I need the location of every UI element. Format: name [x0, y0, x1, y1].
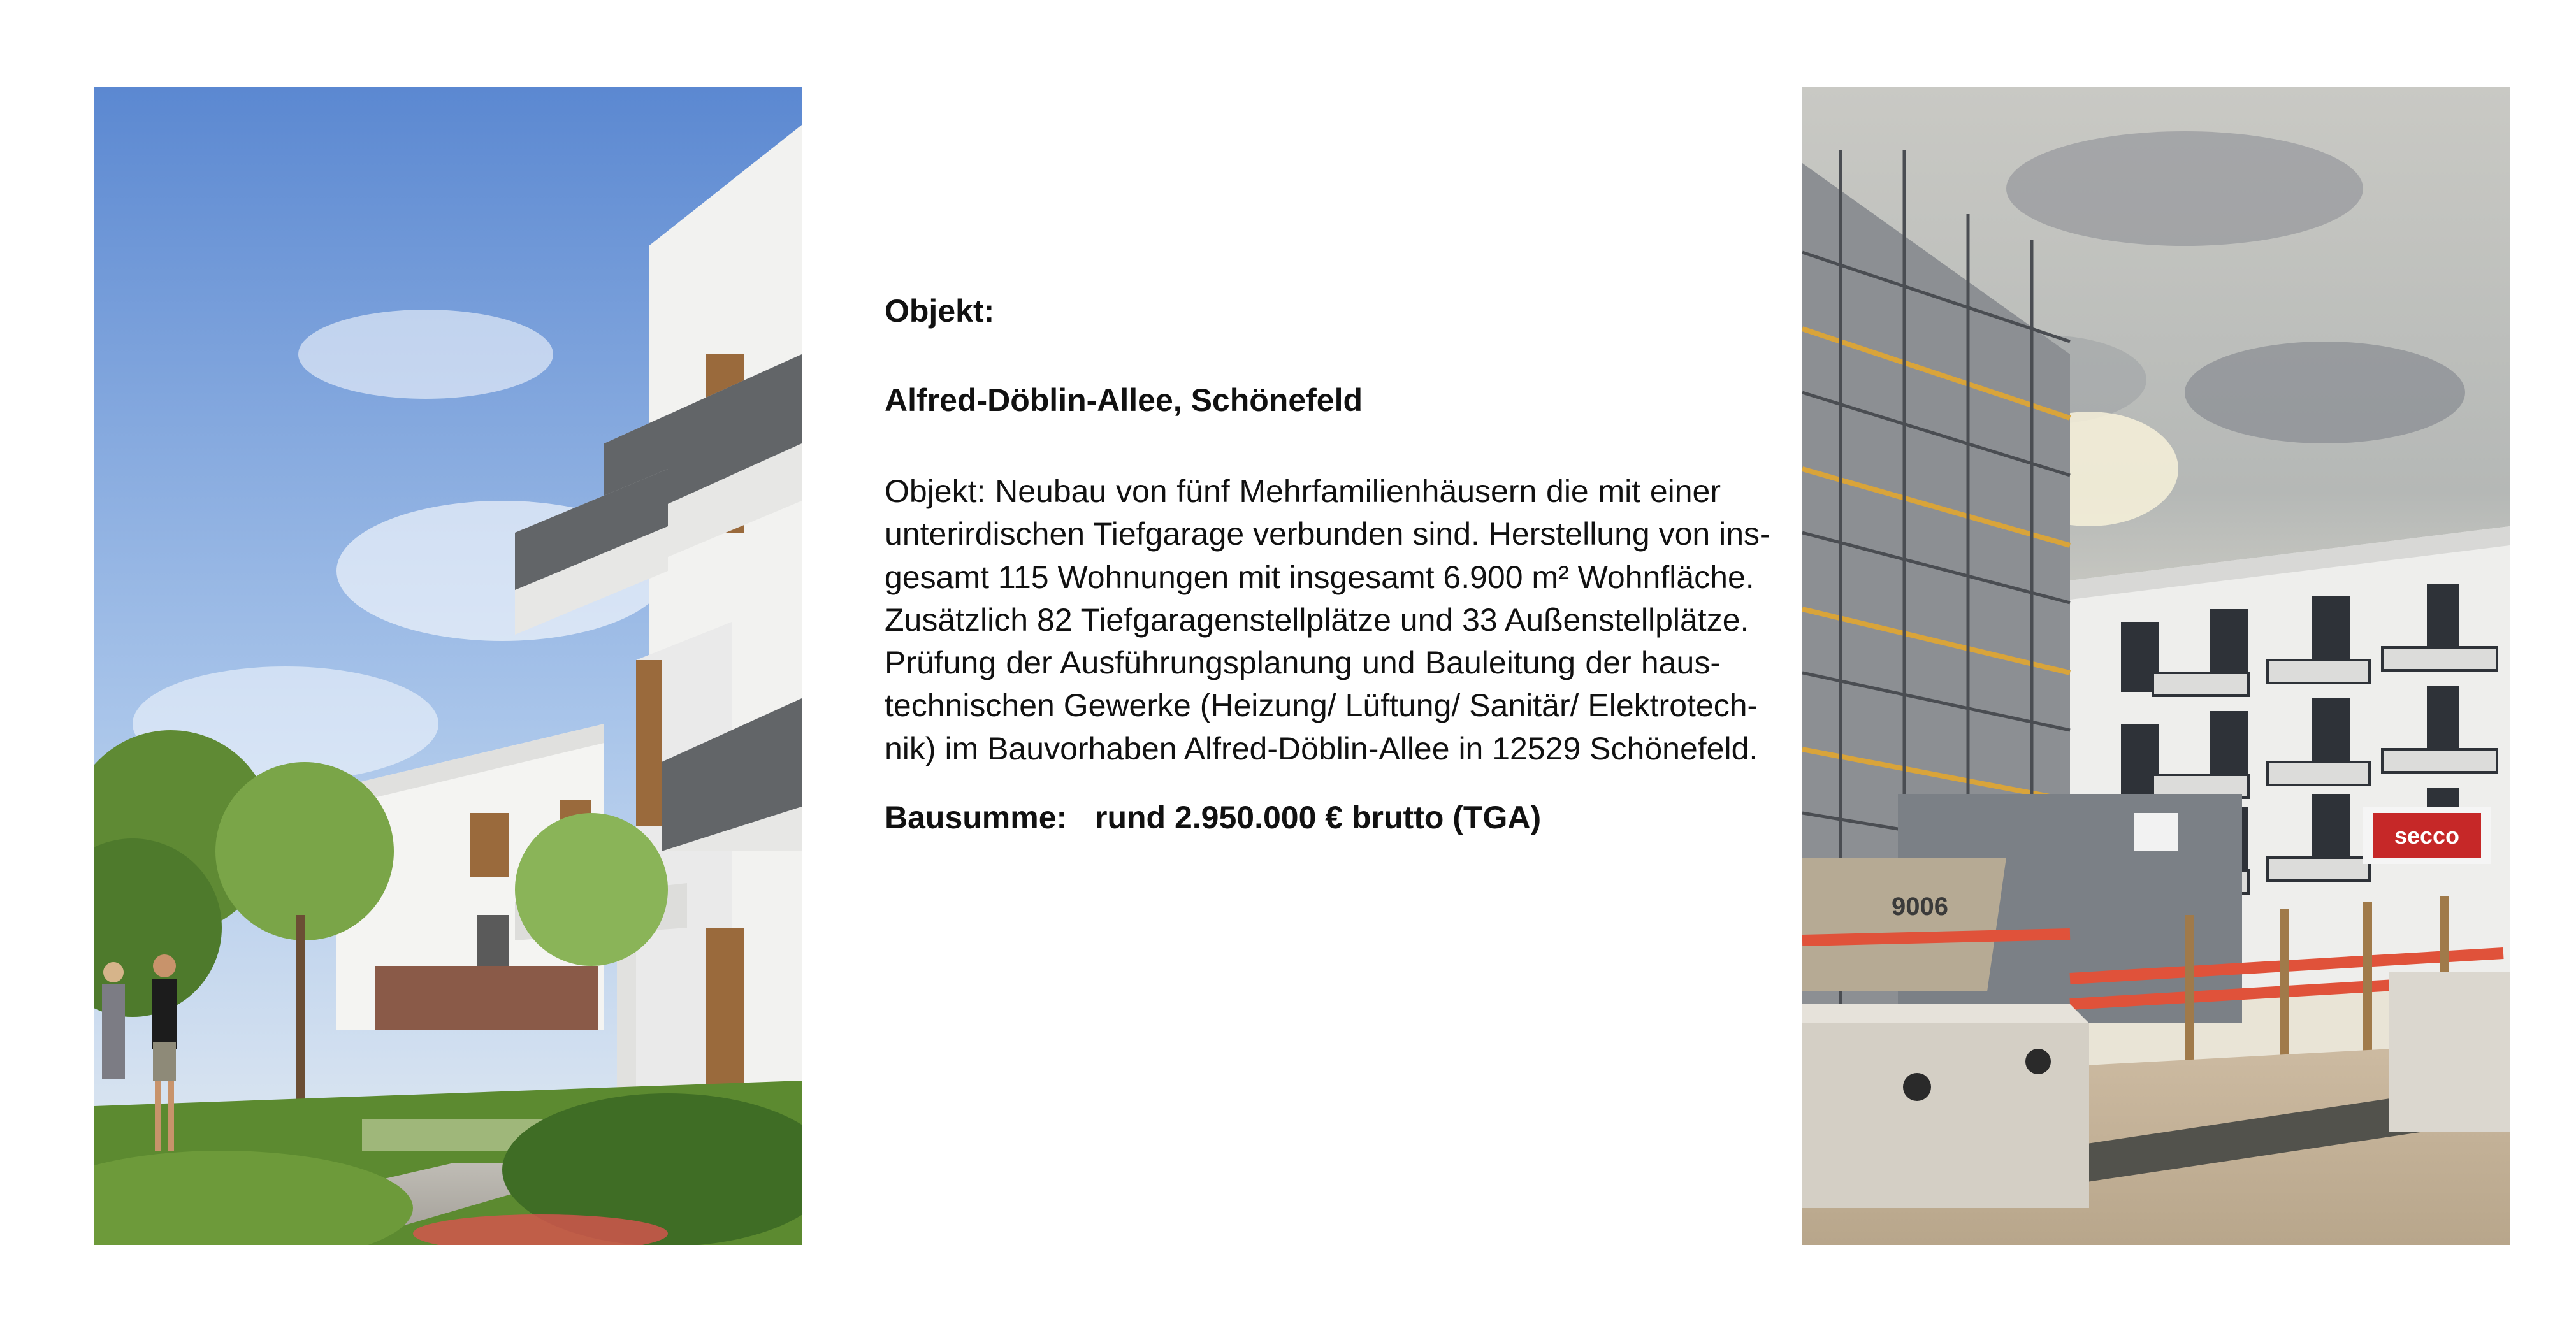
rendering-illustration: [94, 87, 802, 1245]
object-label: Objekt:: [885, 293, 995, 329]
construction-cost: [885, 798, 1721, 837]
cost-value: rund 2.950.000 € brutto (TGA): [1095, 800, 1542, 836]
construction-photo: [1802, 87, 2510, 1245]
sign-text: secco: [2394, 823, 2460, 849]
rendering-image: [94, 87, 802, 1245]
cost-label: Bausumme:: [885, 800, 1067, 836]
construction-illustration: [1802, 87, 2510, 1245]
details-line: Objekt: Neubau von fünf Mehrfamilienhäusern die mit einer: [885, 473, 1721, 509]
skip-number: 9006: [1892, 893, 1948, 921]
project-description: [885, 292, 1770, 837]
details-line: gesamt 115 Wohnungen mit insgesamt 6.900 m² Wohnfläche.: [885, 559, 1755, 595]
details-line: Zusätzlich 82 Tiefgaragenstellplätze und 33 Außenstellplätze.: [885, 601, 1749, 638]
details-line: technischen Gewerke (Heizung/ Lüftung/ Sanitär/ Elektrotech-: [885, 687, 1758, 724]
project-address: Alfred-Döblin-Allee, Schönefeld: [885, 382, 1363, 418]
project-details: [885, 470, 1770, 770]
details-line: unterirdischen Tiefgarage verbunden sind. Herstellung von ins-: [885, 516, 1770, 552]
details-line: Prüfung der Ausführungsplanung und Bauleitung der haus-: [885, 645, 1721, 681]
details-line: nik) im Bauvorhaben Alfred-Döblin-Allee in 12529 Schönefeld.: [885, 730, 1758, 766]
